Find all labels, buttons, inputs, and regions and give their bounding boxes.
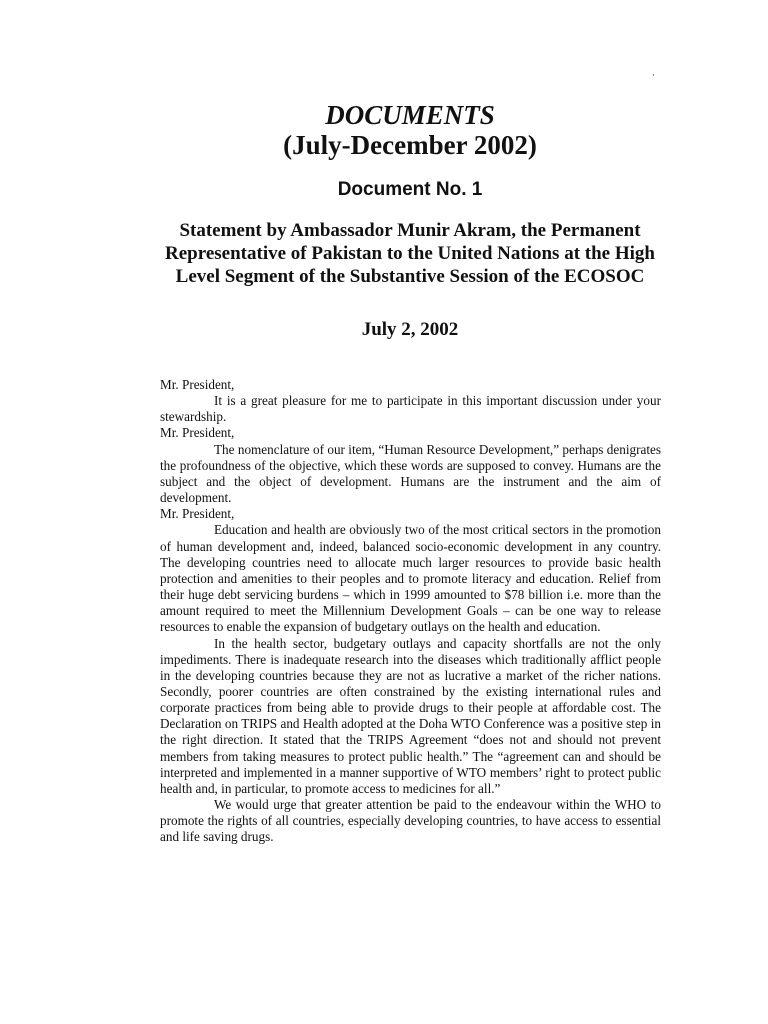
- body-paragraph: Education and health are obviously two of the most critical sectors in the promotion of human development and, indeed, balanced socio-economic development in any country. The developing countries need to allocate much larger resources to provide basic health protection and amenities to their peoples and to promote literacy and education. Relief from their huge debt servicing burdens – which in 1999 amounted to $78 billion i.e. more than the amount required to meet the Millennium Development Goals – can be one way to release resources to enable the expansion of budgetary outlays on the health and education.: [160, 522, 661, 635]
- document-period: (July-December 2002): [283, 130, 537, 160]
- statement-title: Statement by Ambassador Munir Akram, the Permanent Representative of Pakistan to the United Nations at the High Level Segment of the Substantive Session of the ECOSOC: [165, 220, 655, 287]
- body-paragraph: The nomenclature of our item, “Human Resource Development,” perhaps denigrates the profoundness of the objective, which these words are supposed to convey. Humans are the subject and the object of development. Humans are the instrument and the aim of development.: [160, 441, 661, 506]
- corner-mark: ·: [652, 70, 655, 80]
- body-paragraph: In the health sector, budgetary outlays and capacity shortfalls are not the only impediments. There is inadequate research into the diseases which traditionally afflict people in the developing countries because they are not as lucrative a market of the richer nations. Secondly, poorer countries are often constrained by the existing international rules and corporate practices from being able to provide drugs to their people at affordable cost. The Declaration on TRIPS and Health adopted at the Doha WTO Conference was a positive step in the right direction. It stated that the TRIPS Agreement “does not and should not prevent members from taking measures to protect public health.” The “agreement can and should be interpreted and implemented in a manner supportive of WTO members’ right to protect public health and, in particular, to promote access to medicines for all.”: [160, 635, 661, 796]
- body-paragraph: It is a great pleasure for me to participate in this important discussion under your stewardship.: [160, 393, 661, 425]
- document-number: Document No. 1: [337, 179, 483, 200]
- body-paragraph: We would urge that greater attention be paid to the endeavour within the WHO to promote the rights of all countries, especially developing countries, to have access to essential and life saving drugs.: [160, 797, 661, 845]
- salutation: Mr. President,: [160, 377, 235, 392]
- statement-date: July 2, 2002: [361, 319, 459, 340]
- document-collection-title: DOCUMENTS: [325, 100, 495, 130]
- salutation: Mr. President,: [160, 506, 235, 522]
- statement-body: [160, 377, 661, 846]
- salutation: Mr. President,: [160, 425, 235, 441]
